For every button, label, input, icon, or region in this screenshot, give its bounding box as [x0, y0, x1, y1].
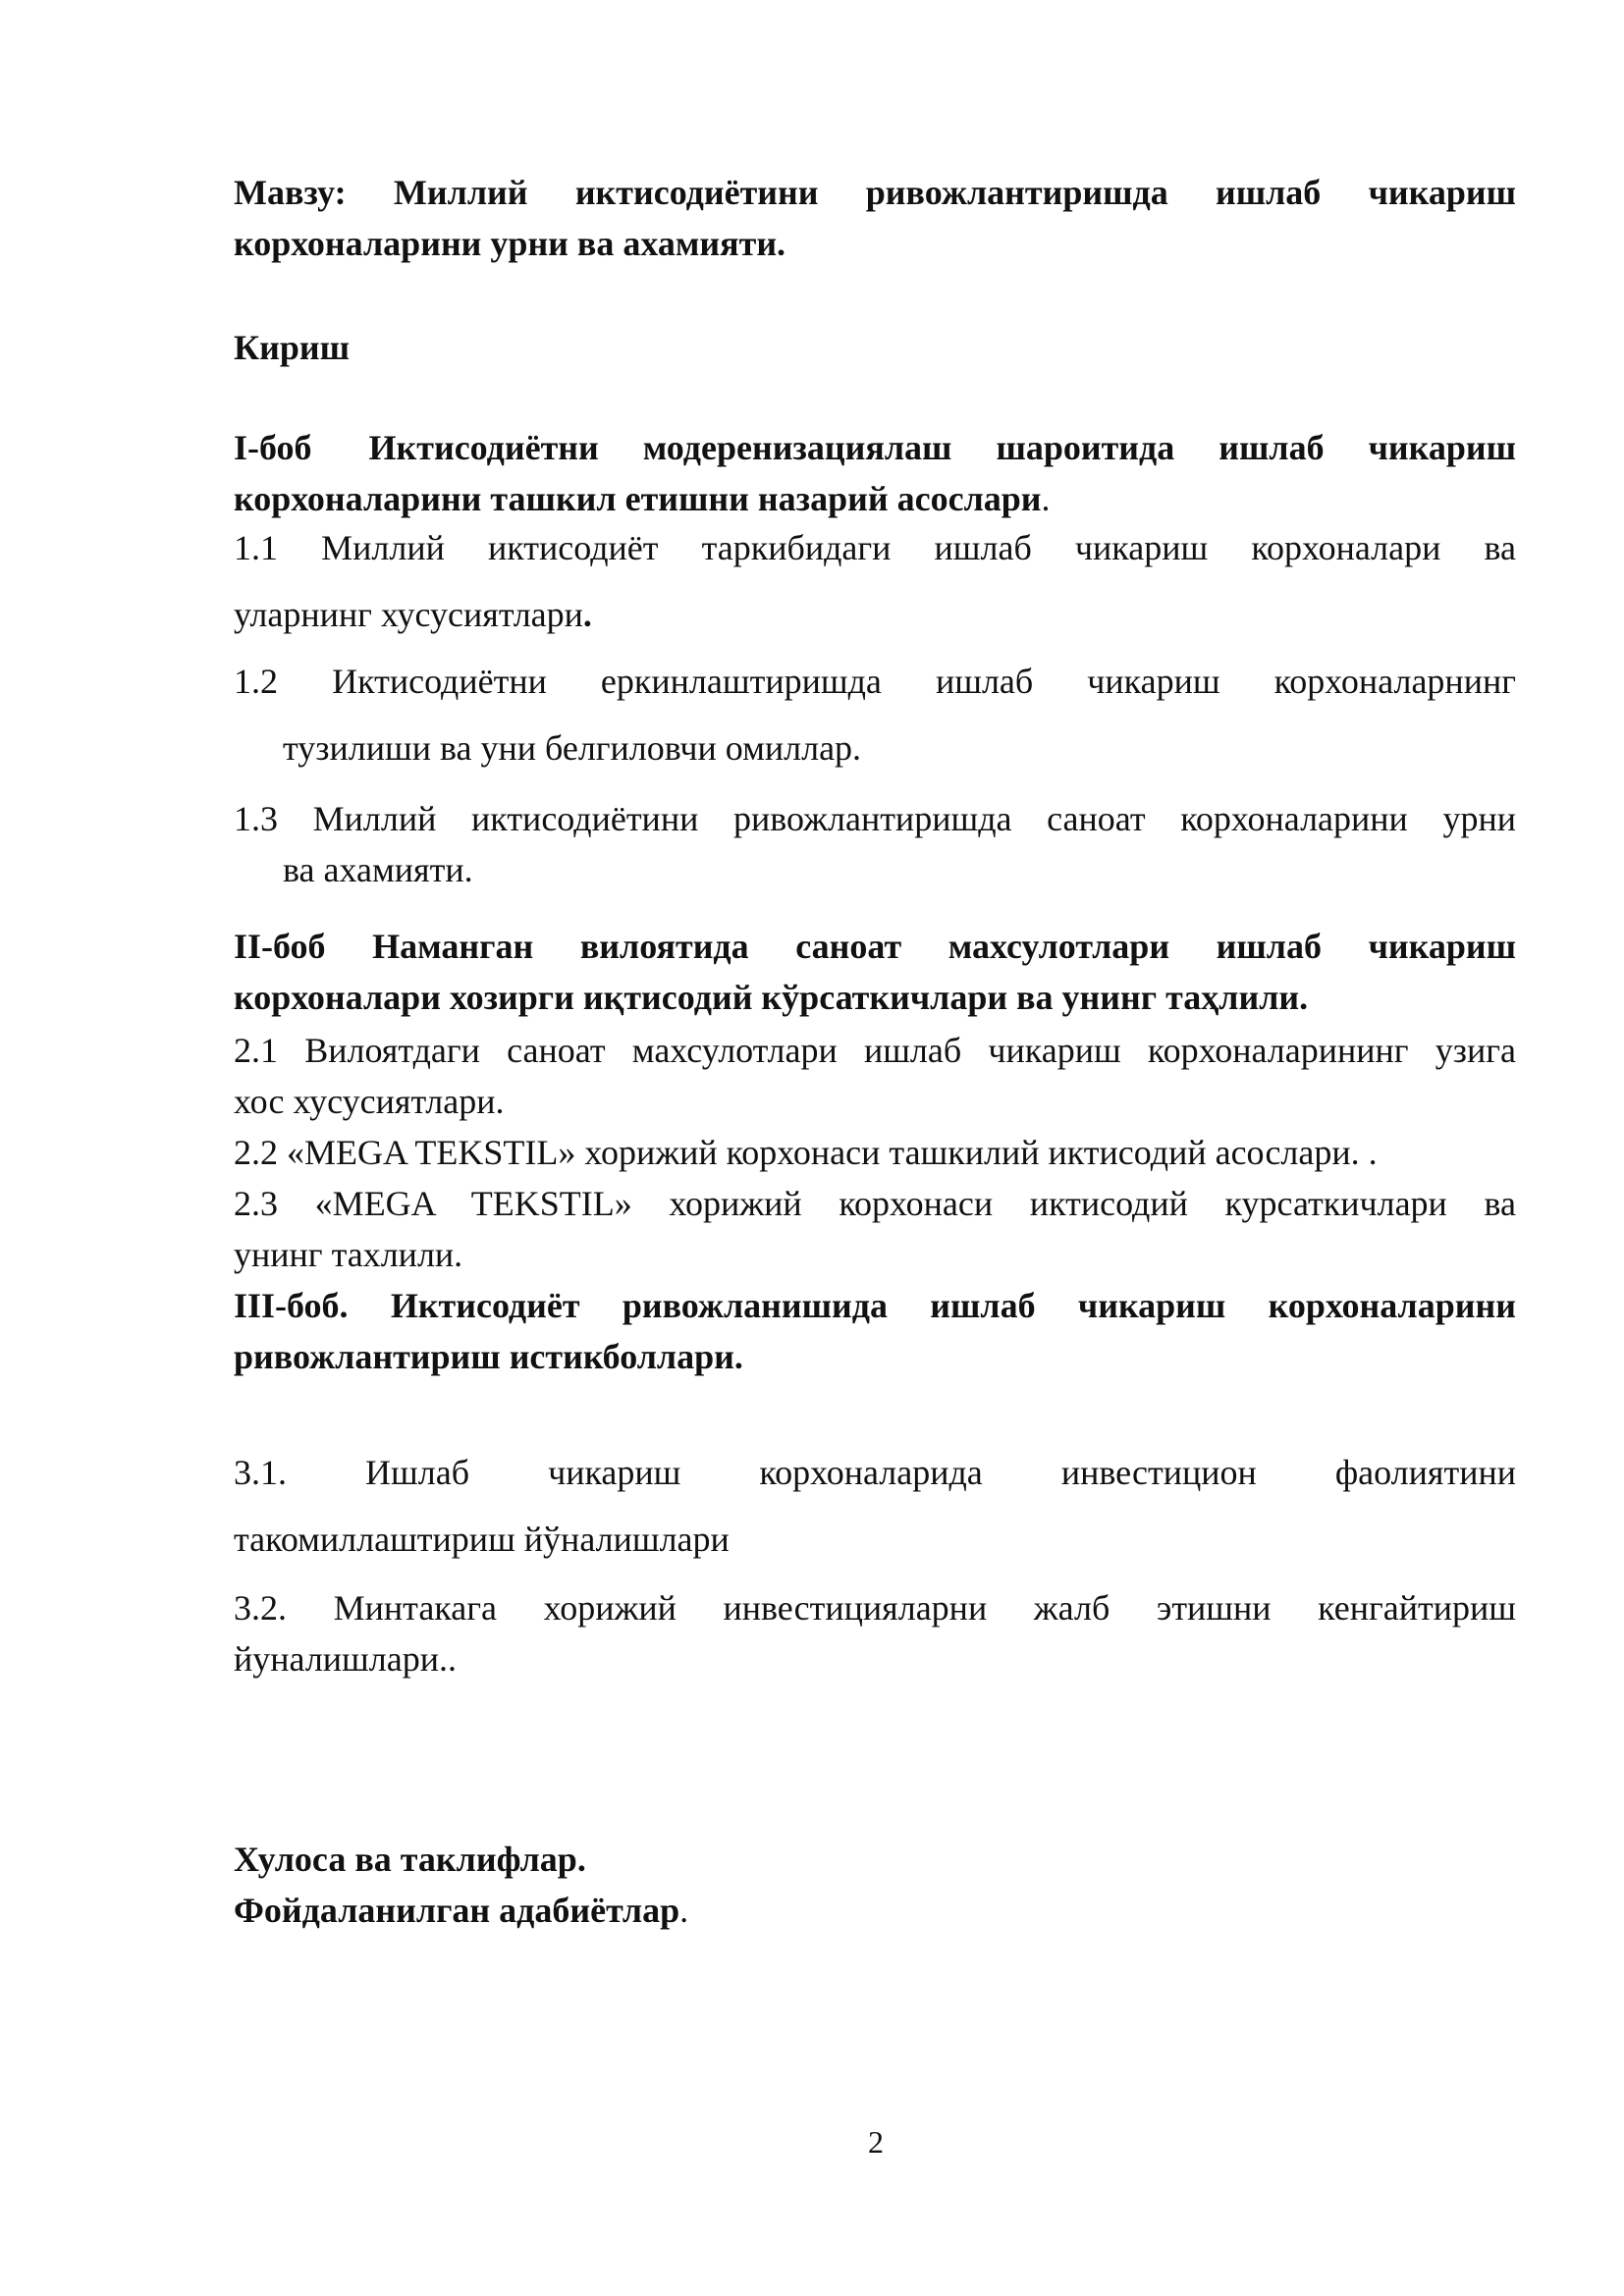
- section-3-2-line-1: 3.2. Минтакага хорижий инвестицияларни жалб этишни кенгайтириш: [234, 1588, 1516, 1628]
- section-2-2: 2.2 «MEGA TEKSTIL» хорижий корхонаси ташкилий иктисодий асослари. .: [234, 1133, 1378, 1172]
- chapter-3-heading: [234, 1280, 1516, 1382]
- section-2-3: [234, 1178, 1516, 1280]
- section-1-1-line-2: [234, 589, 1516, 640]
- chapter-1-line-1: [234, 422, 1516, 473]
- topic-heading: [234, 167, 1516, 269]
- conclusion-heading: Хулоса ва таклифлар.: [234, 1840, 586, 1879]
- section-2-3-line-1: 2.3 «MEGA TEKSTIL» хорижий корхонаси иктисодий курсаткичлари ва: [234, 1184, 1516, 1223]
- section-3-2: [234, 1582, 1516, 1684]
- section-2-1-line-2: хос хусусиятлари.: [234, 1082, 505, 1121]
- chapter-2-heading: [234, 921, 1516, 1023]
- chapter-2-line-1: II-боб Наманган вилоятида саноат махсулотлари ишлаб чикариш: [234, 927, 1516, 966]
- intro-heading: Кириш: [234, 328, 351, 367]
- topic-line-1: Мавзу: Миллий иктисодиётини ривожлантиришда ишлаб чикариш: [234, 173, 1516, 212]
- section-1-1-trail: .: [582, 595, 592, 634]
- section-3-1-line-2: такомиллаштириш йўналишлари: [234, 1520, 730, 1559]
- chapter-1-trail: .: [1041, 479, 1051, 518]
- topic-line-2: корхоналарини урни ва ахамияти.: [234, 224, 786, 263]
- section-3-1-line-1: 3.1. Ишлаб чикариш корхоналарида инвестицион фаолиятини: [234, 1453, 1516, 1492]
- section-2-3-line-2: унинг тахлили.: [234, 1235, 463, 1274]
- section-2-1-line-1: 2.1 Вилоятдаги саноат махсулотлари ишлаб чикариш корхоналарининг узига: [234, 1031, 1516, 1070]
- references-heading: [234, 1885, 1516, 1936]
- chapter-3-line-2: ривожлантириш истикболлари.: [234, 1337, 743, 1376]
- chapter-1-heading: [234, 422, 1516, 524]
- page-number: 2: [868, 2124, 884, 2160]
- chapter-1-title-start: Иктисодиётни модеренизациялаш шароитида ишлаб чикариш: [368, 428, 1516, 467]
- section-1-2-line-1: 1.2 Иктисодиётни еркинлаштиришда ишлаб чикариш корхоналарнинг: [234, 662, 1516, 701]
- section-1-1-line-1: 1.1 Миллий иктисодиёт таркибидаги ишлаб чикариш корхоналари ва: [234, 528, 1516, 567]
- section-1-1-text-end: уларнинг хусусиятлари: [234, 595, 583, 634]
- chapter-1-label: I-боб: [234, 428, 312, 467]
- chapter-1-line-2: [234, 473, 1516, 524]
- references-trail: .: [679, 1891, 689, 1930]
- references-label: Фойдаланилган адабиётлар: [234, 1891, 680, 1930]
- section-2-1: [234, 1025, 1516, 1127]
- section-1-3-line-2: ва ахамияти.: [283, 850, 473, 889]
- section-1-3-line-1: 1.3 Миллий иктисодиётини ривожлантиришда саноат корхоналарини урни: [234, 799, 1516, 838]
- chapter-2-line-2: корхоналари хозирги иқтисодий кўрсаткичлари ва унинг таҳлили.: [234, 978, 1309, 1017]
- chapter-1-title-end: корхоналарини ташкил етишни назарий асослари: [234, 479, 1042, 518]
- chapter-3-line-1: III-боб. Иктисодиёт ривожланишида ишлаб чикариш корхоналарини: [234, 1286, 1516, 1325]
- section-1-2-line-2: тузилиши ва уни белгиловчи омиллар.: [283, 728, 862, 768]
- section-3-2-line-2: йуналишлари..: [234, 1639, 457, 1679]
